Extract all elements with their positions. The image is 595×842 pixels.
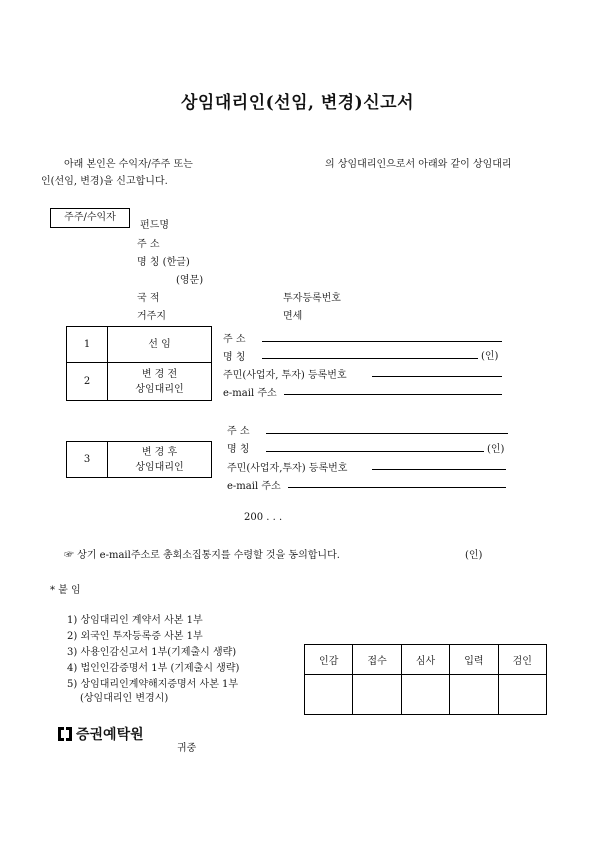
date-line: 200 . . . [244,512,283,523]
nationality-label: 국 적 [137,293,160,304]
holder-address-label: 주 소 [137,239,160,250]
logo-text: 증권예탁원 [76,727,144,743]
section-table-3 [66,441,212,478]
holder-name-en-label: (영문) [176,275,204,286]
agent1-email-line[interactable] [284,394,502,395]
agent1-address-label: 주 소 [223,334,246,345]
section-label-3: 변 경 후 상임대리인 [108,442,212,478]
section-label-1: 선 임 [108,327,212,363]
investor-reg-no-label: 투자등록번호 [283,293,341,304]
stamp-header-input: 입력 [450,645,498,675]
page-title: 상임대리인(선임, 변경)신고서 [181,93,414,113]
section-table-1-2 [66,326,212,401]
agent2-address-line[interactable] [266,433,508,434]
attachment-item: 2) 외국인 투자등록증 사본 1부 [67,631,203,642]
stamp-header-receipt: 접수 [353,645,401,675]
addressee-text: 귀중 [177,743,197,754]
agent1-seal: (인) [481,351,499,362]
agent1-name-label: 명 칭 [223,352,246,363]
stamp-header-seal: 인감 [305,645,353,675]
holder-name-label: 명 칭 (한글) [137,257,190,268]
processing-stamp-table [304,644,547,715]
ksd-logo-icon [58,727,72,741]
holder-box-label: 주주/수익자 [50,208,130,228]
stamp-cell[interactable] [305,675,353,715]
attachment-item: 5) 상임대리인계약해지증명서 사본 1부 [67,679,239,690]
agent1-reg-no-label: 주민(사업자, 투자) 등록번호 [223,370,347,381]
agent1-address-line[interactable] [262,341,502,342]
attachment-item-note: (상임대리인 변경시) [80,693,169,704]
intro-text-line2: 인(선임, 변경)을 신고합니다. [41,176,168,187]
agent2-reg-no-line[interactable] [372,469,506,470]
agent2-email-line[interactable] [288,487,506,488]
attachments-heading: * 붙 임 [50,585,81,596]
agent2-address-label: 주 소 [227,426,250,437]
stamp-header-inspect: 검인 [498,645,546,675]
residence-label: 거주지 [137,311,166,322]
attachment-item: 1) 상임대리인 계약서 사본 1부 [67,615,203,626]
consent-seal: (인) [465,550,483,561]
agent2-seal: (인) [487,444,505,455]
section-label-2: 변 경 전 상임대리인 [108,363,212,401]
fund-name-label: 펀드명 [140,220,169,231]
agent2-name-line[interactable] [266,451,484,452]
stamp-cell[interactable] [450,675,498,715]
stamp-header-review: 심사 [401,645,449,675]
stamp-cell[interactable] [353,675,401,715]
stamp-cell[interactable] [401,675,449,715]
section-number-2: 2 [67,363,108,401]
agent1-reg-no-line[interactable] [372,376,502,377]
section-number-3: 3 [67,442,108,478]
agent1-name-line[interactable] [262,358,478,359]
intro-text-start: 아래 본인은 수익자/주주 또는 [64,159,193,170]
attachment-item: 3) 사용인감신고서 1부(기제출시 생략) [67,647,237,658]
agent1-email-label: e-mail 주소 [223,388,277,399]
stamp-cell[interactable] [498,675,546,715]
ksd-logo [58,724,144,744]
agent2-name-label: 명 칭 [227,444,250,455]
consent-text: ☞ 상기 e-mail주소로 총회소집통지를 수령할 것을 동의합니다. [64,550,340,561]
section-number-1: 1 [67,327,108,363]
agent2-reg-no-label: 주민(사업자,투자) 등록번호 [227,463,348,474]
tax-exempt-label: 면세 [283,311,303,322]
intro-text-end: 의 상임대리인으로서 아래와 같이 상임대리 [325,159,512,170]
agent2-email-label: e-mail 주소 [227,481,281,492]
attachment-item: 4) 법인인감증명서 1부 (기제출시 생략) [67,663,240,674]
